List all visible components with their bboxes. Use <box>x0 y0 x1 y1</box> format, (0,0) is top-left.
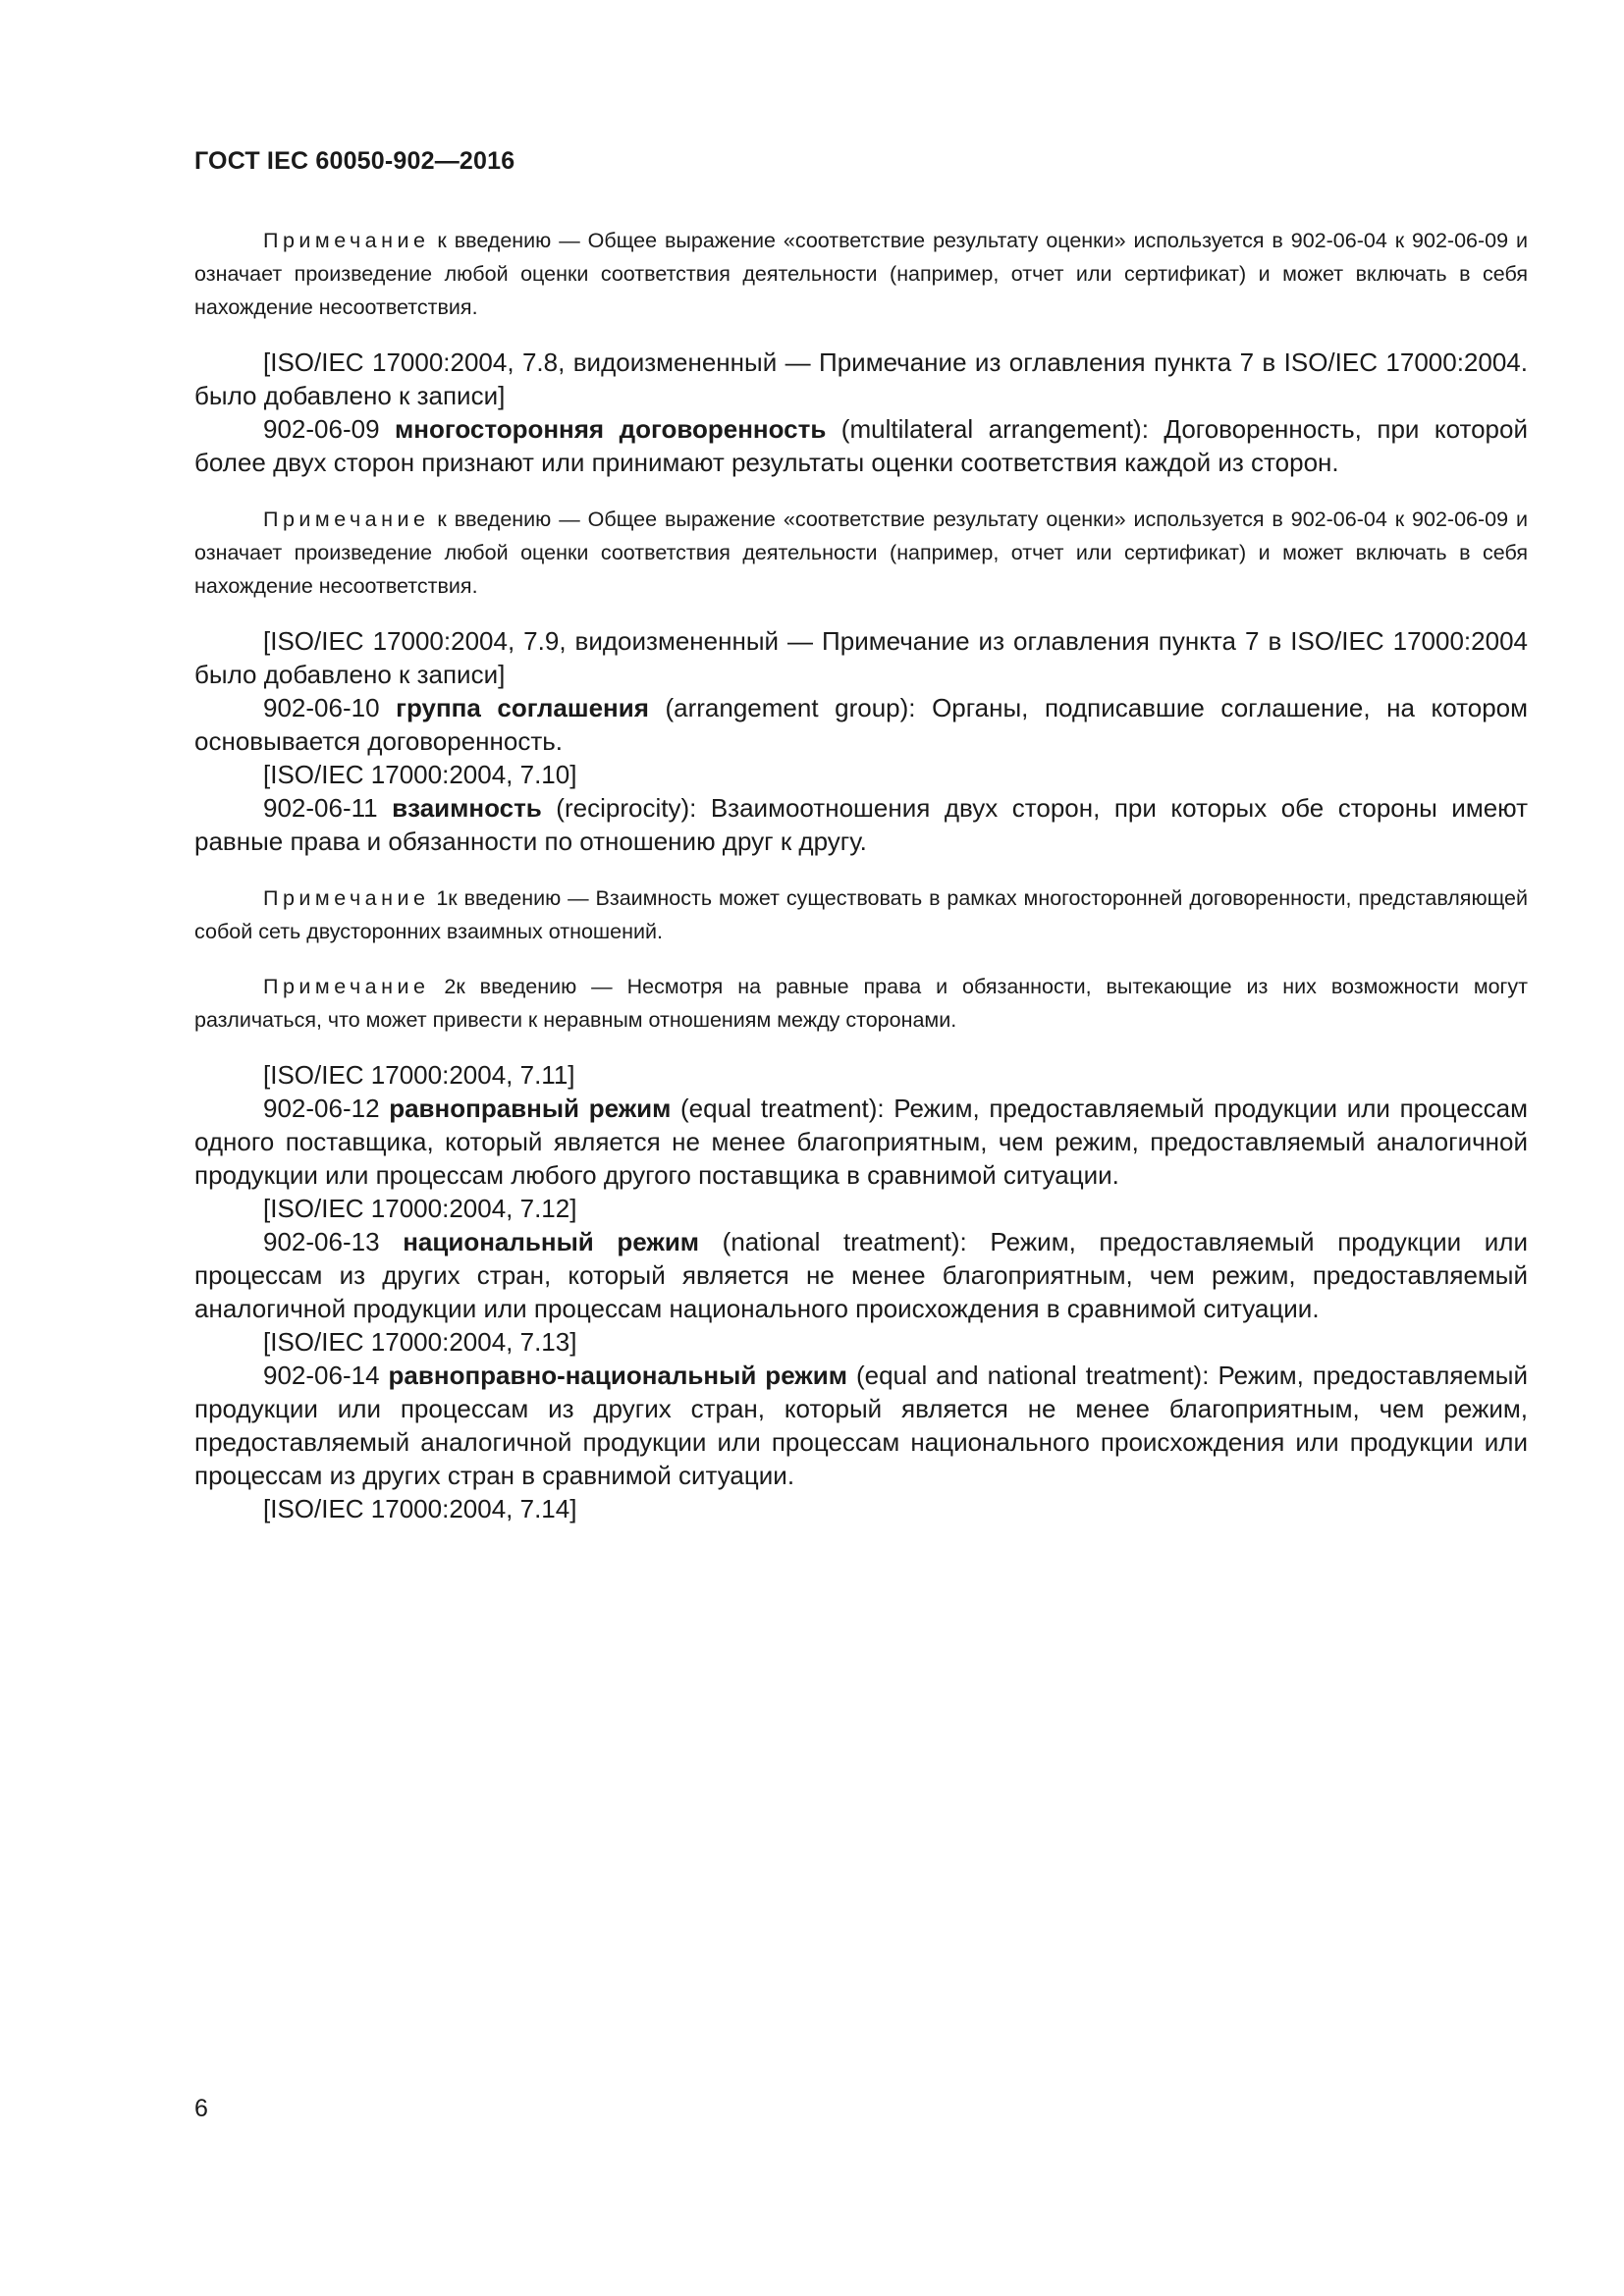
note-paragraph <box>194 503 1528 603</box>
term-entry-902-06-13 <box>194 1225 1528 1325</box>
term-name: многосторонняя договоренность <box>395 414 827 444</box>
document-body <box>194 224 1528 1525</box>
note-paragraph <box>194 881 1528 948</box>
term-entry-902-06-10 <box>194 691 1528 758</box>
entry-number: 902-06-10 <box>263 693 397 722</box>
note-label: Примечание <box>263 886 430 910</box>
note-paragraph <box>194 224 1528 324</box>
source-reference: [ISO/IEC 17000:2004, 7.9, видоизмененный — Примечание из оглавления пункта 7 в ISO/IEC 17000:2004 было добавлено к записи] <box>194 626 1528 689</box>
term-name: равноправный режим <box>389 1094 672 1123</box>
term-definition: (multilateral arrangement): Договоренность, при которой более двух сторон признают или принимают результаты оценки соответствия каждой из сторон. <box>194 414 1528 477</box>
term-definition: (national treatment): Режим, предоставляемый продукции или процессам из других стран, который является не менее благоприятным, чем режим, предоставляемый аналогичной продукции или процессам национального происхождения в сравнимой ситуации. <box>194 1227 1528 1323</box>
term-definition: (reciprocity): Взаимоотношения двух сторон, при которых обе стороны имеют равные права и обязанности по отношению друг к другу. <box>194 793 1528 856</box>
page-number: 6 <box>194 2095 208 2122</box>
entry-number: 902-06-09 <box>263 414 396 444</box>
source-reference: [ISO/IEC 17000:2004, 7.14] <box>263 1494 577 1523</box>
term-name: группа соглашения <box>396 693 649 722</box>
source-reference: [ISO/IEC 17000:2004, 7.8, видоизмененный — Примечание из оглавления пункта 7 в ISO/IEC 17000:2004. было добавлено к записи] <box>194 347 1528 410</box>
note-label: Примечание <box>263 229 430 252</box>
term-entry-902-06-14 <box>194 1359 1528 1492</box>
term-definition: (equal treatment): Режим, предоставляемый продукции или процессам одного поставщика, который является не менее благоприятным, чем режим, предоставляемый аналогичной продукции или процессам любого другого поставщика в сравнимой ситуации. <box>194 1094 1528 1190</box>
term-entry-902-06-12 <box>194 1092 1528 1192</box>
entry-number: 902-06-13 <box>263 1227 404 1256</box>
note-text: 1к введению — Взаимность может существовать в рамках многосторонней договоренности, представляющей собой сеть двусторонних взаимных отношений. <box>194 886 1528 943</box>
term-name: национальный режим <box>403 1227 700 1256</box>
note-label: Примечание <box>263 507 430 531</box>
note-label: Примечание <box>263 975 430 998</box>
note-text: к введению — Общее выражение «соответствие результату оценки» используется в 902-06-04 к 902-06-09 и означает произведение любой оценки соответствия деятельности (например, отчет или сертификат) и может включать в себя нахождение несоответствия. <box>194 229 1528 319</box>
source-reference: [ISO/IEC 17000:2004, 7.10] <box>263 760 577 789</box>
source-reference: [ISO/IEC 17000:2004, 7.12] <box>263 1194 577 1223</box>
term-definition: (arrangement group): Органы, подписавшие соглашение, на котором основывается договоренность. <box>194 693 1528 756</box>
entry-number: 902-06-11 <box>263 793 393 823</box>
entry-number: 902-06-12 <box>263 1094 390 1123</box>
document-header: ГОСТ IEC 60050-902—2016 <box>194 147 515 175</box>
note-text: к введению — Общее выражение «соответствие результату оценки» используется в 902-06-04 к 902-06-09 и означает произведение любой оценки соответствия деятельности (например, отчет или сертификат) и может включать в себя нахождение несоответствия. <box>194 507 1528 598</box>
term-entry-902-06-09 <box>194 412 1528 479</box>
entry-number: 902-06-14 <box>263 1361 389 1390</box>
note-paragraph <box>194 970 1528 1037</box>
term-name: равноправно-национальный режим <box>388 1361 847 1390</box>
source-reference: [ISO/IEC 17000:2004, 7.11] <box>263 1060 575 1090</box>
note-text: 2к введению — Несмотря на равные права и обязанности, вытекающие из них возможности могут различаться, что может привести к неравным отношениям между сторонами. <box>194 975 1528 1032</box>
term-definition: (equal and national treatment): Режим, предоставляемый продукции или процессам из других стран, который является не менее благоприятным, чем режим, предоставляемый аналогичной продукции или процессам национального происхождения или продукции или процессам из других стран в сравнимой ситуации. <box>194 1361 1528 1490</box>
source-reference: [ISO/IEC 17000:2004, 7.13] <box>263 1327 577 1357</box>
term-entry-902-06-11 <box>194 791 1528 858</box>
term-name: взаимность <box>392 793 542 823</box>
